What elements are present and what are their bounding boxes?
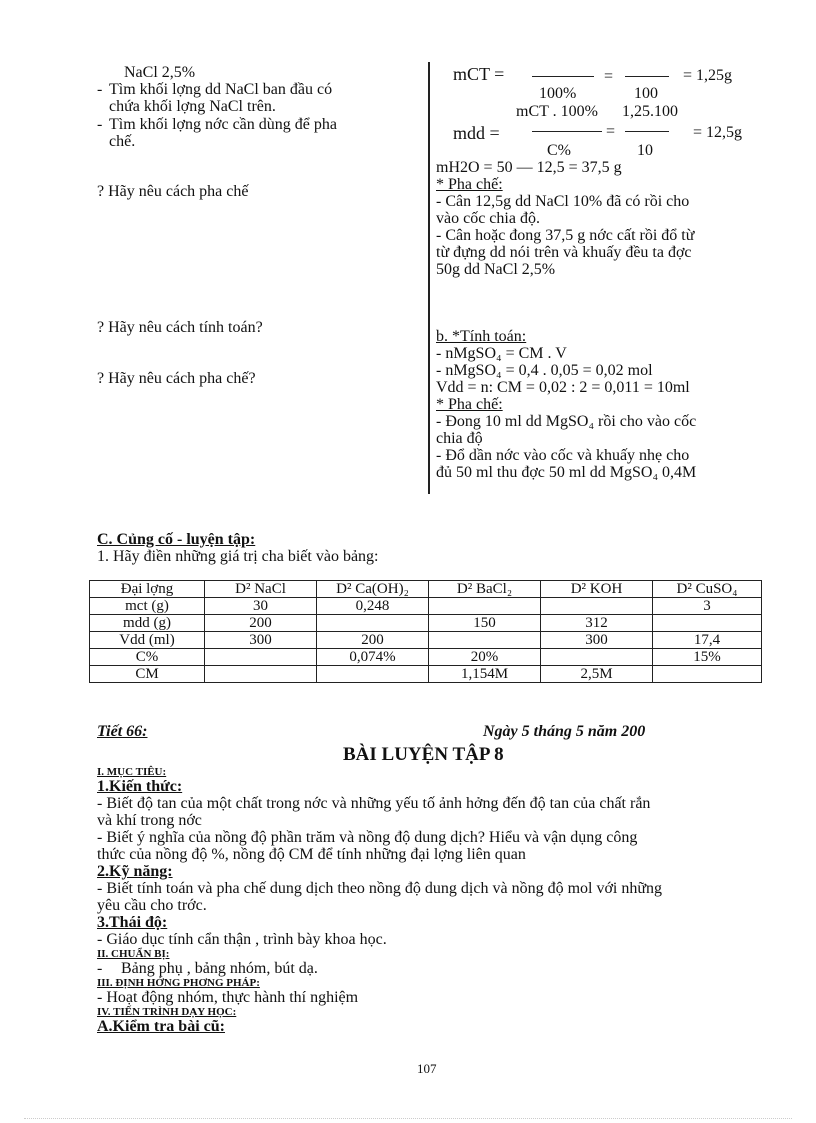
step-text: đủ 50 ml thu đợc 50 ml dd MgSO₄ 0,4M [436,464,697,481]
mdd-result: = 12,5g [693,124,743,141]
body-text: - Biết ý nghĩa của nồng độ phần trăm và nồng độ dung dịch? Hiểu và vận dụng công [97,829,638,846]
body-text: thức của nồng độ %, nồng độ CM để tính những đại lợng liên quan [97,846,526,863]
body-text: Bảng phụ , bảng nhóm, bút dạ. [121,960,318,977]
heading-skills: 2.Kỹ năng: [97,863,173,880]
bullet-text: chứa khối lợng NaCl trên. [109,98,276,115]
heading-objectives: I. MỤC TIÊU: [97,766,167,778]
table-cell [653,666,762,683]
table-cell: mct (g) [90,598,205,615]
mdd-label: mdd = [453,123,500,143]
table-row [90,632,762,649]
section-label: * Pha chế: [436,396,503,413]
table-cell: 200 [205,615,317,632]
section-label: * Pha chế: [436,176,503,193]
body-text: - Biết độ tan của một chất trong nớc và những yếu tố ảnh hởng đến độ tan của chất rắn [97,795,651,812]
heading-knowledge: 1.Kiến thức: [97,778,183,795]
table-cell: 1,154M [429,666,541,683]
table-cell: Vdd (ml) [90,632,205,649]
table-cell: mdd (g) [90,615,205,632]
body-text: - Biết tính toán và pha chế dung dịch theo nồng độ dung dịch và nồng độ mol với những [97,880,663,897]
fraction-bar [625,76,669,77]
section-c-title: C. Củng cố - luyện tập: [97,531,256,548]
mct-label: mCT = [453,64,505,84]
table-cell: 30 [205,598,317,615]
table-cell [541,598,653,615]
step-text: từ đựng dd nói trên và khuấy đều ta đợc [436,244,692,261]
table-cell [205,666,317,683]
table-row [90,615,762,632]
heading-review: A.Kiểm tra bài cũ: [97,1018,225,1035]
page-bottom-rule [24,1118,792,1119]
mct-result: = 1,25g [683,67,733,84]
table-cell: 200 [317,632,429,649]
table-cell: 150 [429,615,541,632]
question: ? Hãy nêu cách pha chế [97,183,249,200]
table-cell [429,598,541,615]
heading-attitude: 3.Thái độ: [97,914,168,931]
fraction-denominator: 10 [637,142,653,159]
table-cell [317,666,429,683]
body-text: và khí trong nớc [97,812,202,829]
table-header-cell: D² CuSO₄ [653,581,762,598]
table-header-row [90,581,762,598]
nacl-line: NaCl 2,5% [124,64,196,81]
calc-line: Vdd = n: CM = 0,02 : 2 = 0,011 = 10ml [436,379,690,396]
heading-preparation: II. CHUẨN BỊ: [97,948,170,960]
table-header-cell: D² KOH [541,581,653,598]
bullet-dash: - [97,116,103,133]
bullet-text: Tìm khối lợng nớc cần dùng để pha [109,116,337,133]
calc-line: - nMgSO₄ = CM . V [436,345,567,362]
fraction-numerator: mCT . 100% [516,103,598,120]
mh2o-line: mH2O = 50 — 12,5 = 37,5 g [436,159,622,176]
lesson-title: BÀI LUYỆN TẬP 8 [343,744,504,765]
values-table [89,580,762,683]
fraction-bar [532,131,602,132]
fraction-denominator: 100% [539,85,577,102]
table-cell: 15% [653,649,762,666]
table-cell: C% [90,649,205,666]
section-label: b. *Tính toán: [436,328,527,345]
table-cell: 312 [541,615,653,632]
heading-procedure: IV. TIẾN TRÌNH DẠY HỌC: [97,1006,237,1018]
table-row [90,598,762,615]
table-cell [317,615,429,632]
body-text: - Hoạt động nhóm, thực hành thí nghiệm [97,989,359,1006]
body-text: yêu cầu cho trớc. [97,897,207,914]
table-row [90,666,762,683]
fraction-bar [532,76,594,77]
calc-line: - nMgSO₄ = 0,4 . 0,05 = 0,02 mol [436,362,653,379]
table-cell: 0,074% [317,649,429,666]
fraction-denominator: C% [547,142,571,159]
table-cell: 0,248 [317,598,429,615]
table-cell: 300 [541,632,653,649]
step-text: chia độ [436,430,483,447]
step-text: - Cân hoặc đong 37,5 g nớc cất rồi đổ từ [436,227,695,244]
question: ? Hãy nêu cách pha chế? [97,370,256,387]
table-cell [429,632,541,649]
page-number: 107 [417,1061,437,1076]
table-cell: 17,4 [653,632,762,649]
step-text: 50g dd NaCl 2,5% [436,261,556,278]
fraction-denominator: 100 [634,85,658,102]
bullet-dash: - [97,81,103,98]
step-text: - Đong 10 ml dd MgSO₄ rồi cho vào cốc [436,413,697,430]
table-cell [205,649,317,666]
bullet-text: chế. [109,133,136,150]
question: ? Hãy nêu cách tính toán? [97,319,263,336]
lesson-date: Ngày 5 tháng 5 năm 200 [483,723,646,740]
bullet-text: Tìm khối lợng dd NaCl ban đầu có [109,81,333,98]
fraction-bar [625,131,669,132]
table-cell: CM [90,666,205,683]
heading-methods: III. ĐỊNH HỚNG PHƠNG PHÁP: [97,977,260,989]
step-text: vào cốc chia độ. [436,210,540,227]
equals: = [604,68,614,85]
step-text: - Đổ dần nớc vào cốc và khuấy nhẹ cho [436,447,690,464]
table-cell: 3 [653,598,762,615]
table-cell: 300 [205,632,317,649]
table-header-cell: D² NaCl [205,581,317,598]
table-header-cell: D² BaCl₂ [429,581,541,598]
column-divider [428,62,430,494]
step-text: - Cân 12,5g dd NaCl 10% đã có rồi cho [436,193,690,210]
table-cell: 2,5M [541,666,653,683]
section-c-task: 1. Hãy điền những giá trị cha biết vào bảng: [97,548,379,565]
equals: = [606,123,616,140]
lesson-number: Tiết 66: [97,723,148,740]
table-cell [653,615,762,632]
table-cell: 20% [429,649,541,666]
table-header-cell: D² Ca(OH)₂ [317,581,429,598]
table-header-cell: Đại lợng [90,581,205,598]
table-row [90,649,762,666]
table-cell [541,649,653,666]
fraction-numerator: 1,25.100 [622,103,678,120]
body-text: - Giáo dục tính cẩn thận , trình bày khoa học. [97,931,387,948]
bullet-dash: - [97,960,103,977]
